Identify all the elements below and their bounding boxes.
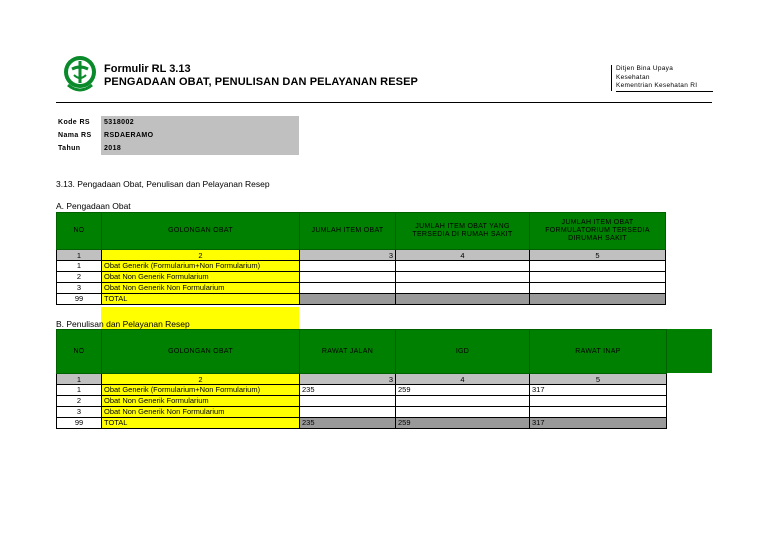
cell-value[interactable] <box>530 407 667 418</box>
table-row-total <box>57 294 666 305</box>
cell-value[interactable] <box>396 396 530 407</box>
cell-value[interactable] <box>300 283 396 294</box>
col-number: 4 <box>396 250 530 261</box>
col-header-no: NO <box>57 213 102 250</box>
table-row-total <box>57 418 667 429</box>
cell-golongan: Obat Generik (Formularium+Non Formularium) <box>102 385 300 396</box>
kemenkes-logo <box>62 55 98 95</box>
nama-rs-value: RSDAERAMO <box>101 129 299 142</box>
cell-no: 3 <box>57 407 102 418</box>
cell-value[interactable] <box>396 272 530 283</box>
col-number: 4 <box>396 374 530 385</box>
cell-golongan: Obat Non Generik Non Formularium <box>102 283 300 294</box>
cell-total: 317 <box>530 418 667 429</box>
nama-rs-label: Nama RS <box>58 132 92 139</box>
col-number: 2 <box>102 250 300 261</box>
cell-total <box>530 294 666 305</box>
cell-no: 1 <box>57 385 102 396</box>
cell-golongan: Obat Non Generik Formularium <box>102 272 300 283</box>
cell-value[interactable] <box>300 261 396 272</box>
cell-golongan: TOTAL <box>102 418 300 429</box>
ditjen-line: Kementrian Kesehatan RI <box>616 82 713 92</box>
cell-value[interactable] <box>530 272 666 283</box>
cell-no: 1 <box>57 261 102 272</box>
col-number: 1 <box>57 250 102 261</box>
pengadaan-obat-table <box>56 212 666 305</box>
tahun-label: Tahun <box>58 145 81 152</box>
cell-golongan: TOTAL <box>102 294 300 305</box>
form-title: Formulir RL 3.13 <box>104 63 191 75</box>
cell-golongan: Obat Generik (Formularium+Non Formularium) <box>102 261 300 272</box>
cell-value[interactable] <box>300 407 396 418</box>
table-row <box>57 385 667 396</box>
col-header-golongan: GOLONGAN OBAT <box>102 330 300 374</box>
col-header-no: NO <box>57 330 102 374</box>
cell-value[interactable] <box>530 283 666 294</box>
cell-golongan: Obat Non Generik Non Formularium <box>102 407 300 418</box>
col-number: 5 <box>530 250 666 261</box>
cell-no: 99 <box>57 294 102 305</box>
col-number: 1 <box>57 374 102 385</box>
cell-value[interactable] <box>396 407 530 418</box>
cell-value[interactable] <box>530 396 667 407</box>
col-number: 3 <box>300 374 396 385</box>
table-row <box>57 272 666 283</box>
col-number: 2 <box>102 374 300 385</box>
cell-value[interactable] <box>396 261 530 272</box>
col-header-rawat-inap: RAWAT INAP <box>530 330 667 374</box>
ditjen-box <box>611 65 713 91</box>
col-header-formulatorium: JUMLAH ITEM OBAT FORMULATORIUM TERSEDIA DIRUMAH SAKIT <box>530 213 666 250</box>
cell-value[interactable] <box>396 283 530 294</box>
cell-value[interactable] <box>530 261 666 272</box>
kode-rs-value: 5318002 <box>101 116 299 129</box>
cell-total: 259 <box>396 418 530 429</box>
table-row <box>57 261 666 272</box>
cell-value[interactable] <box>300 272 396 283</box>
cell-total <box>300 294 396 305</box>
cell-no: 3 <box>57 283 102 294</box>
cell-total: 235 <box>300 418 396 429</box>
table-row <box>57 407 667 418</box>
form-subtitle: PENGADAAN OBAT, PENULISAN DAN PELAYANAN RESEP <box>104 76 418 88</box>
table-b-title: B. Penulisan dan Pelayanan Resep <box>56 319 190 329</box>
section-title: 3.13. Pengadaan Obat, Penulisan dan Pelayanan Resep <box>56 179 270 189</box>
penulisan-resep-table <box>56 329 667 429</box>
cell-golongan: Obat Non Generik Formularium <box>102 396 300 407</box>
cell-total <box>396 294 530 305</box>
col-header-igd: IGD <box>396 330 530 374</box>
green-fill-block <box>666 329 712 373</box>
cell-value[interactable]: 235 <box>300 385 396 396</box>
table-a-title: A. Pengadaan Obat <box>56 201 131 211</box>
cell-no: 2 <box>57 272 102 283</box>
cell-value[interactable]: 317 <box>530 385 667 396</box>
col-header-golongan: GOLONGAN OBAT <box>102 213 300 250</box>
cell-value[interactable]: 259 <box>396 385 530 396</box>
col-number: 5 <box>530 374 667 385</box>
table-row <box>57 283 666 294</box>
col-header-jumlah-item: JUMLAH ITEM OBAT <box>300 213 396 250</box>
col-header-tersedia: JUMLAH ITEM OBAT YANG TERSEDIA DI RUMAH SAKIT <box>396 213 530 250</box>
col-header-rawat-jalan: RAWAT JALAN <box>300 330 396 374</box>
tahun-value: 2018 <box>101 142 299 155</box>
col-number: 3 <box>300 250 396 261</box>
kode-rs-label: Kode RS <box>58 119 90 126</box>
table-row <box>57 396 667 407</box>
ditjen-line: Kesehatan <box>616 73 650 81</box>
cell-no: 2 <box>57 396 102 407</box>
cell-value[interactable] <box>300 396 396 407</box>
cell-no: 99 <box>57 418 102 429</box>
ditjen-line: Ditjen Bina Upaya <box>616 65 674 72</box>
header-divider <box>56 102 712 103</box>
